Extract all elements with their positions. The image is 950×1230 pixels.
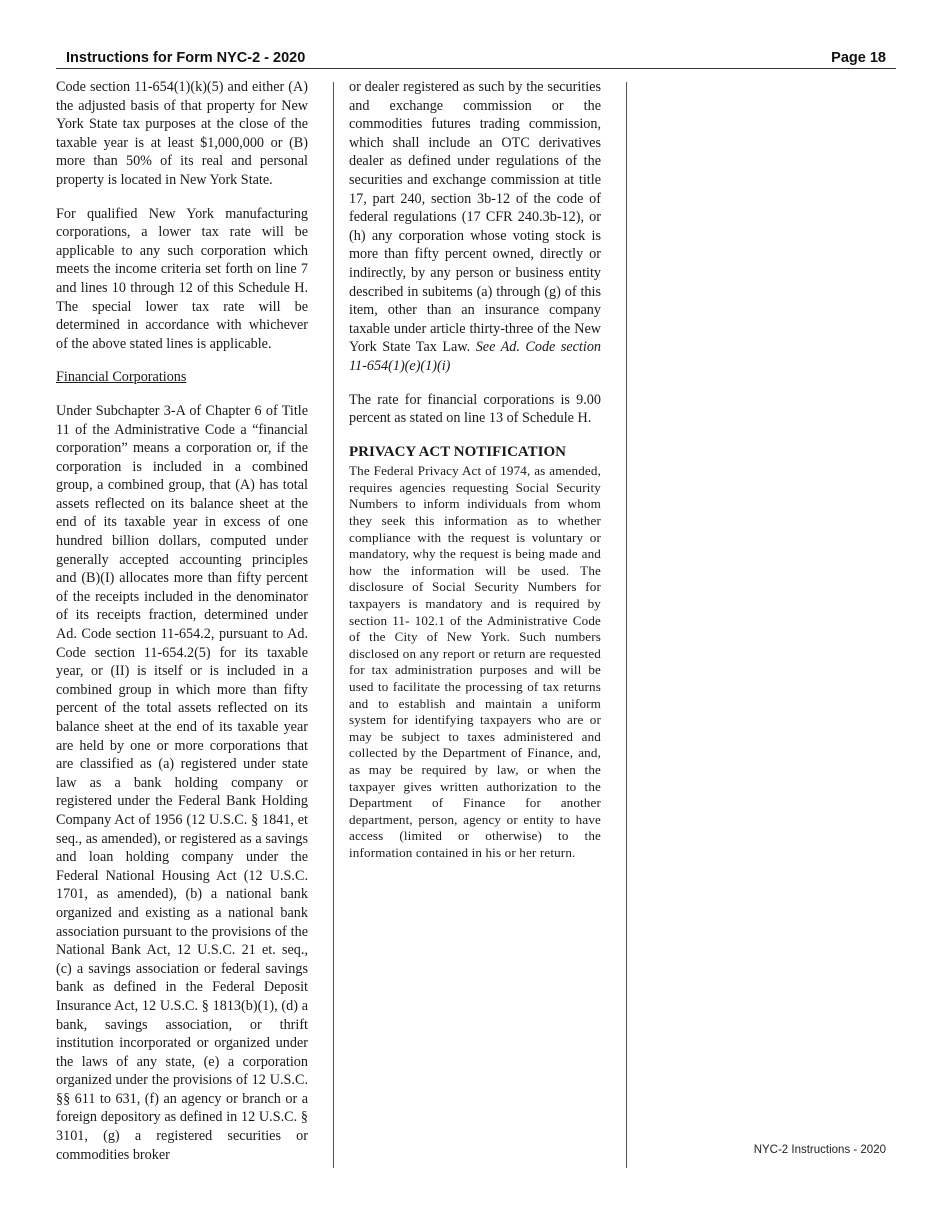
paragraph-manufacturing-rate: For qualified New York manufacturing corporations, a lower tax rate will be applicable to any such corporation which meets the income criteria set forth on line 7 and lines 10 through 12 of this Schedule H. The special lower tax rate will be determined in accordance with whichever of the above stated lines is applicable.	[56, 205, 308, 352]
column-divider-left	[333, 82, 334, 1168]
privacy-act-body: The Federal Privacy Act of 1974, as amended, requires agencies requesting Social Security Numbers to inform individuals from whom they seek this information as to whether compliance with the request is voluntary or mandatory, why the request is being made and how the information will be used. The disclosure of Social Security Numbers for taxpayers is mandatory and is required by section 11- 102.1 of the Administrative Code of the City of New York. Such numbers disclosed on any report or return are requested for tax administration purposes and will be used to facilitate the processing of tax returns and to establish and maintain a uniform system for identifying taxpayers who are or may be subject to taxes administered and collected by the Department of Finance, and, as may be required by law, or when the taxpayer gives written authorization to the Department of Finance for another department, person, agency or entity to have access (limited or otherwise) to the information contained in his or her return.	[349, 463, 601, 860]
paragraph-financial-definition-continued	[349, 78, 601, 376]
legal-citation: See Ad. Code section 11-654(1)(e)(1)(i)	[349, 339, 602, 374]
section-heading-financial-corporations: Financial Corporations	[56, 369, 187, 386]
paragraph-manufacturing-criteria: Code section 11-654(1)(k)(5) and either (A) the adjusted basis of that property for New York State tax purposes at the close of the taxable year is at least $1,000,000 or (B) more than 50% of its real and personal property is located in New York State.	[56, 79, 308, 188]
document-title: Instructions for Form NYC-2 - 2020	[66, 50, 306, 66]
paragraph-financial-definition: Under Subchapter 3-A of Chapter 6 of Title 11 of the Administrative Code a “financial corporation” means a corporation or, if the corporation is included in a combined group, a combined group, that (A) has total assets reflected on its balance sheet at the end of its taxable year in excess of one hundred billion dollars, computed under generally accepted accounting principles and (B)(I) allocates more than fifty percent of the receipts included in the denominator of its receipts fraction, determined under Ad. Code section 11-654.2, pursuant to Ad. Code section 11-654.2(5) for its taxable year, or (II) is itself or is included in a combined group in which more than fifty percent of the total assets reflected on its balance sheet at the end of its taxable year are held by one or more corporations that are classified as (a) registered under state law as a bank holding company or registered under the Federal Bank Holding Company Act of 1956 (12 U.S.C. § 1841, et seq., as amended), or registered as a savings and loan holding company under the Federal National Housing Act (12 U.S.C. 1701, as amended), (b) a national bank organized and existing as a national bank association pursuant to the provisions of the National Bank Act, 12 U.S.C. 21 et. seq., (c) a savings association or federal savings bank as defined in the Federal Deposit Insurance Act, 12 U.S.C. § 1813(b)(1), (d) a bank, savings association, or thrift institution incorporated or organized under the laws of any state, (e) a corporation organized under the provisions of 12 U.S.C. §§ 611 to 631, (f) an agency or branch or a foreign depository as defined in 12 U.S.C. § 3101, (g) a registered securities or commodities broker	[56, 402, 308, 1163]
page-header	[56, 50, 896, 69]
paragraph-financial-rate: The rate for financial corporations is 9.00 percent as stated on line 13 of Schedule H.	[349, 391, 601, 427]
privacy-act-heading: PRIVACY ACT NOTIFICATION	[349, 443, 566, 460]
text-column-1	[56, 78, 308, 1179]
text-column-2	[349, 78, 601, 862]
paragraph-text: or dealer registered as such by the securities and exchange commission or the commodities futures trading commission, which shall include an OTC derivatives dealer as defined under regulations of the securities and exchange commission at title 17, part 240, section 3b-12 of the code of federal regulations (17 CFR 240.3b-12), or (h) any corporation whose voting stock is more than fifty percent owned, directly or indirectly, by any person or business entity described in subitems (a) through (g) of this item, other than an insurance company taxable under article thirty-three of the New York State Tax Law.	[349, 79, 601, 356]
column-divider-right	[626, 82, 627, 1168]
page-number: Page 18	[831, 50, 886, 66]
page-footer: NYC-2 Instructions - 2020	[753, 1144, 886, 1156]
